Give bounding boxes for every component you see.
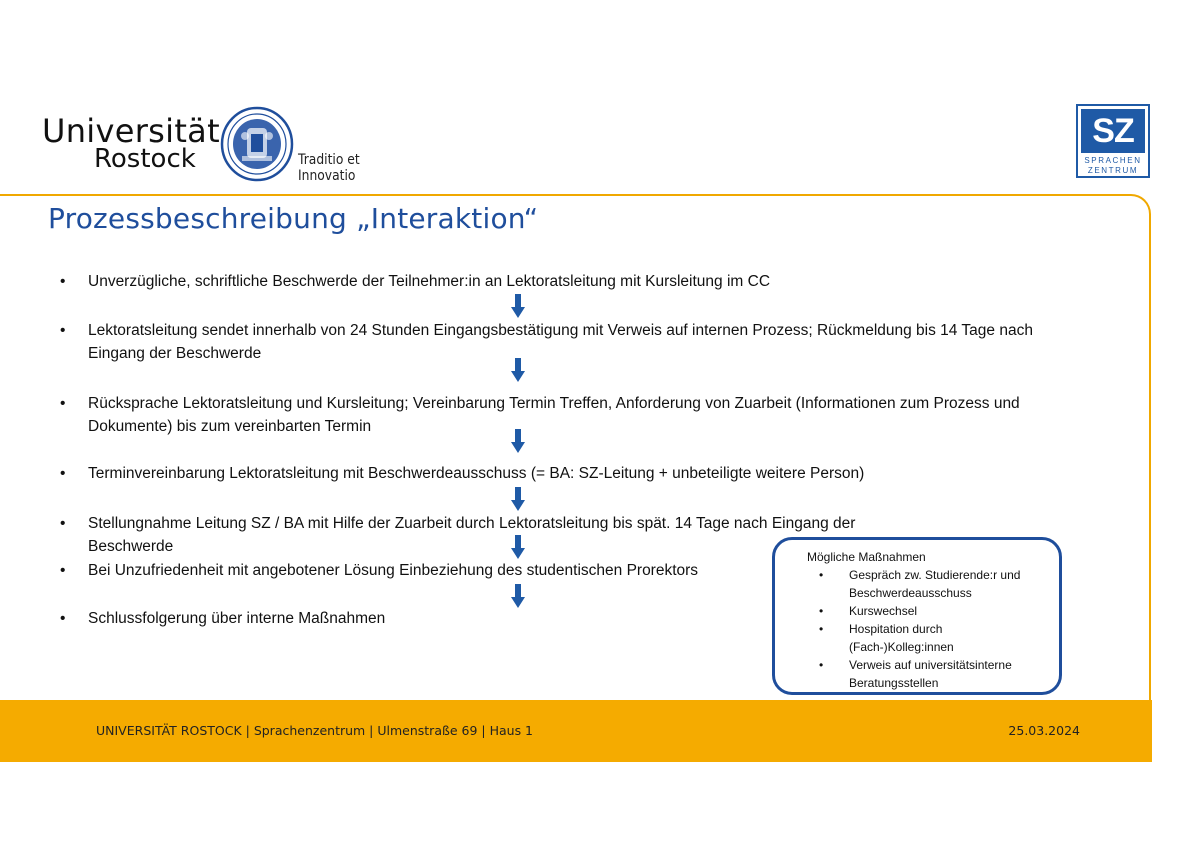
university-name-line1: Universität <box>42 112 220 150</box>
sprachenzentrum-logo <box>1076 104 1150 178</box>
measures-item: • Gespräch zw. Studierende:r und Beschwerdeausschuss <box>819 566 1049 602</box>
bullet-icon: • <box>60 610 66 627</box>
arrow-down-icon <box>511 358 525 382</box>
bullet-icon: • <box>60 395 66 412</box>
bullet-icon: • <box>60 322 66 339</box>
measures-item: • Verweis auf universitätsinterne Beratungsstellen <box>819 656 1049 692</box>
process-step-text: Schlussfolgerung über interne Maßnahmen <box>88 610 386 627</box>
process-step-text: Rücksprache Lektoratsleitung und Kursleitung; Vereinbarung Termin Treffen, Anforderung von Zuarbeit (Informationen zum Prozess und Dokumente) bis zum vereinbarten Termin <box>88 395 1020 435</box>
sz-logo-letters: SZ <box>1081 109 1145 153</box>
university-seal-icon <box>220 106 294 182</box>
arrow-down-icon <box>511 294 525 318</box>
process-step-text: Terminvereinbarung Lektoratsleitung mit Beschwerdeausschuss (= BA: SZ-Leitung + unbeteiligte weitere Person) <box>88 465 865 482</box>
process-step-text: Bei Unzufriedenheit mit angebotener Lösung Einbeziehung des studentischen Prorektors <box>88 562 699 579</box>
process-step-text: Lektoratsleitung sendet innerhalb von 24 Stunden Eingangsbestätigung mit Verweis auf internen Prozess; Rückmeldung bis 14 Tage nach Eingang der Beschwerde <box>88 322 1033 362</box>
process-step-text: Stellungnahme Leitung SZ / BA mit Hilfe der Zuarbeit durch Lektoratsleitung bis spät. 14 Tage nach Eingang der Beschwerde <box>88 515 856 555</box>
arrow-down-icon <box>511 535 525 559</box>
possible-measures-box <box>772 537 1062 695</box>
arrow-down-icon <box>511 487 525 511</box>
arrow-down-icon <box>511 429 525 453</box>
footer-date: 25.03.2024 <box>1008 723 1080 738</box>
sz-logo-line1: SPRACHEN <box>1084 156 1142 165</box>
footer-bar <box>0 700 1152 762</box>
arrow-down-icon <box>511 584 525 608</box>
bullet-icon: • <box>60 562 66 579</box>
bullet-icon: • <box>60 515 66 532</box>
university-logo <box>42 112 422 182</box>
sz-logo-line2: ZENTRUM <box>1087 166 1139 175</box>
university-name-line2: Rostock <box>94 144 196 174</box>
slide-title: Prozessbeschreibung „Interaktion“ <box>48 202 539 235</box>
measures-item: • Hospitation durch (Fach-)Kolleg:innen <box>819 620 1049 656</box>
bullet-icon: • <box>60 465 66 482</box>
university-motto: Traditio et Innovatio <box>298 152 360 184</box>
measures-item: • Kurswechsel <box>819 602 1049 620</box>
measures-heading: Mögliche Maßnahmen <box>807 550 926 564</box>
bullet-icon: • <box>60 273 66 290</box>
measures-list <box>819 566 1049 692</box>
footer-address: UNIVERSITÄT ROSTOCK | Sprachenzentrum | Ulmenstraße 69 | Haus 1 <box>96 723 534 738</box>
process-step-text: Unverzügliche, schriftliche Beschwerde der Teilnehmer:in an Lektoratsleitung mit Kursleitung im CC <box>88 273 771 290</box>
